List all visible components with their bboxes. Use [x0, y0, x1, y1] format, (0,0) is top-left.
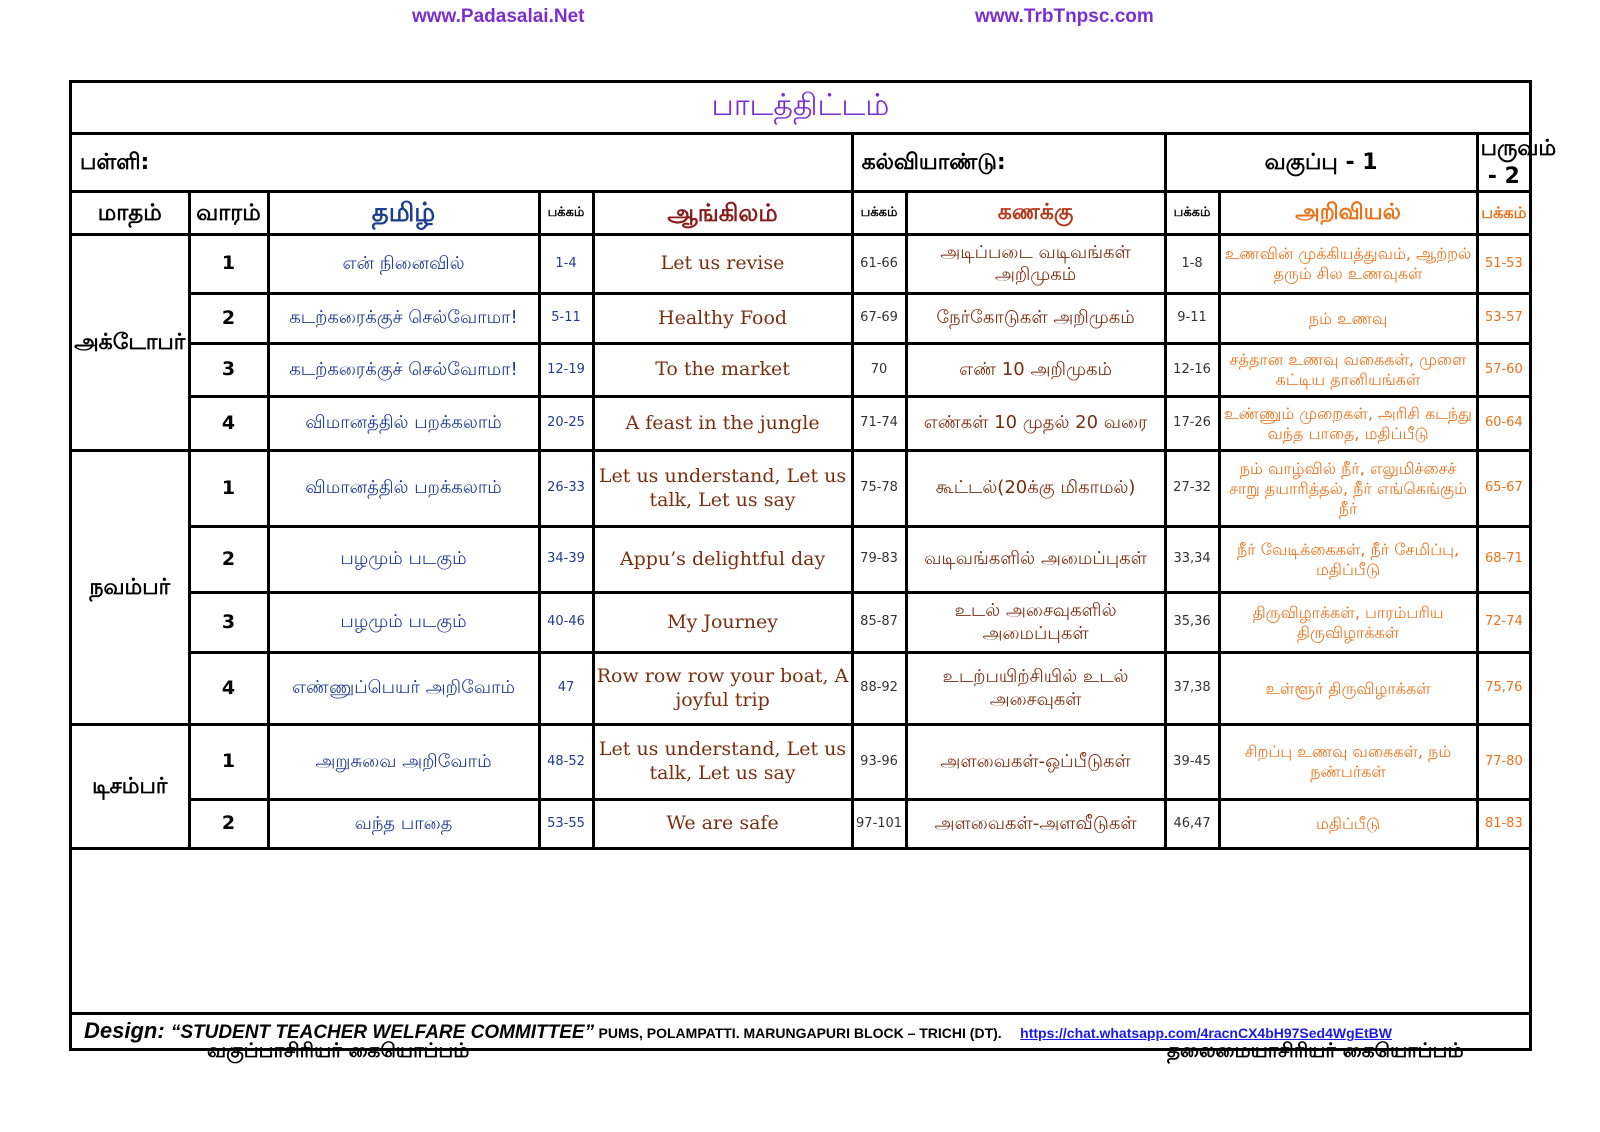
science-lesson: சத்தான உணவு வகைகள், முளை கட்டிய தானியங்கள்	[1219, 344, 1477, 397]
english-page: 79-83	[852, 527, 906, 593]
whatsapp-link[interactable]: https://chat.whatsapp.com/4racnCX4bH97Sed4WgEtBW	[1020, 1025, 1392, 1041]
tamil-lesson: பழமும் படகும்	[268, 527, 539, 593]
week-cell: 1	[189, 451, 268, 527]
english-lesson: To the market	[593, 344, 852, 397]
tamil-page: 20-25	[539, 397, 593, 451]
table-row	[72, 527, 1529, 593]
col-maths: கணக்கு	[906, 192, 1165, 235]
science-lesson: உள்ளூர் திருவிழாக்கள்	[1219, 653, 1477, 725]
col-science-page: பக்கம்	[1477, 192, 1529, 235]
month-cell: நவம்பர்	[72, 451, 189, 725]
week-cell: 2	[189, 527, 268, 593]
science-lesson: நம் உணவு	[1219, 294, 1477, 344]
site-url-right: www.TrbTnpsc.com	[975, 6, 1154, 27]
month-cell: டிசம்பர்	[72, 725, 189, 849]
science-lesson: உணவின் முக்கியத்துவம், ஆற்றல் தரும் சில உணவுகள்	[1219, 235, 1477, 294]
maths-page: 12-16	[1165, 344, 1219, 397]
tamil-page: 26-33	[539, 451, 593, 527]
english-lesson: A feast in the jungle	[593, 397, 852, 451]
science-page: 77-80	[1477, 725, 1529, 800]
tamil-lesson: கடற்கரைக்குச் செல்வோமா!	[268, 294, 539, 344]
science-page: 53-57	[1477, 294, 1529, 344]
school-field: பள்ளி:	[72, 135, 852, 192]
maths-lesson: வடிவங்களில் அமைப்புகள்	[906, 527, 1165, 593]
maths-lesson: அளவைகள்-ஒப்பீடுகள்	[906, 725, 1165, 800]
col-english: ஆங்கிலம்	[593, 192, 852, 235]
col-maths-page: பக்கம்	[1165, 192, 1219, 235]
science-page: 57-60	[1477, 344, 1529, 397]
tamil-lesson: கடற்கரைக்குச் செல்வோமா!	[268, 344, 539, 397]
lesson-plan-frame	[69, 80, 1557, 1062]
col-science: அறிவியல்	[1219, 192, 1477, 235]
page-title: பாடத்திட்டம்	[72, 83, 1529, 135]
col-month: மாதம்	[72, 192, 189, 235]
maths-page: 39-45	[1165, 725, 1219, 800]
table-row	[72, 344, 1529, 397]
tamil-lesson: அறுசுவை அறிவோம்	[268, 725, 539, 800]
table-row	[72, 451, 1529, 527]
tamil-page: 53-55	[539, 800, 593, 849]
week-cell: 1	[189, 235, 268, 294]
maths-lesson: நேர்கோடுகள் அறிமுகம்	[906, 294, 1165, 344]
tamil-lesson: பழமும் படகும்	[268, 593, 539, 653]
english-page: 88-92	[852, 653, 906, 725]
headmaster-signature: தலைமையாசிரியர் கையொப்பம்	[1167, 1038, 1464, 1062]
tamil-lesson: எண்ணுப்பெயர் அறிவோம்	[268, 653, 539, 725]
plan-body	[72, 235, 1529, 849]
science-lesson: திருவிழாக்கள், பாரம்பரிய திருவிழாக்கள்	[1219, 593, 1477, 653]
tamil-page: 5-11	[539, 294, 593, 344]
week-cell: 3	[189, 593, 268, 653]
tamil-lesson: வந்த பாதை	[268, 800, 539, 849]
class-teacher-signature: வகுப்பாசிரியர் கையொப்பம்	[207, 1038, 470, 1062]
science-lesson: நீர் வேடிக்கைகள், நீர் சேமிப்பு, மதிப்பீடு	[1219, 527, 1477, 593]
maths-lesson: எண்கள் 10 முதல் 20 வரை	[906, 397, 1165, 451]
english-lesson: My Journey	[593, 593, 852, 653]
english-page: 71-74	[852, 397, 906, 451]
tamil-lesson: விமானத்தில் பறக்கலாம்	[268, 451, 539, 527]
english-page: 93-96	[852, 725, 906, 800]
col-tamil-page: பக்கம்	[539, 192, 593, 235]
academic-year-field: கல்வியாண்டு:	[852, 135, 1165, 192]
lesson-plan-table	[72, 135, 1557, 850]
table-row	[72, 800, 1529, 849]
science-page: 81-83	[1477, 800, 1529, 849]
maths-page: 33,34	[1165, 527, 1219, 593]
table-row	[72, 235, 1529, 294]
science-page: 65-67	[1477, 451, 1529, 527]
english-page: 85-87	[852, 593, 906, 653]
info-row	[72, 135, 1529, 192]
english-page: 67-69	[852, 294, 906, 344]
maths-lesson: உடல் அசைவுகளில் அமைப்புகள்	[906, 593, 1165, 653]
site-url-left: www.Padasalai.Net	[412, 6, 585, 27]
table-row	[72, 725, 1529, 800]
table-row	[72, 397, 1529, 451]
english-lesson: Let us understand, Let us talk, Let us say	[593, 725, 852, 800]
class-field: வகுப்பு - 1	[1165, 135, 1477, 192]
maths-lesson: எண் 10 அறிமுகம்	[906, 344, 1165, 397]
tamil-lesson: விமானத்தில் பறக்கலாம்	[268, 397, 539, 451]
footer-address: PUMS, POLAMPATTI. MARUNGAPURI BLOCK – TRICHI (DT).	[598, 1025, 1002, 1041]
week-cell: 4	[189, 397, 268, 451]
english-lesson: Row row row your boat, A joyful trip	[593, 653, 852, 725]
week-cell: 3	[189, 344, 268, 397]
col-week: வாரம்	[189, 192, 268, 235]
maths-lesson: கூட்டல்(20க்கு மிகாமல்)	[906, 451, 1165, 527]
science-page: 75,76	[1477, 653, 1529, 725]
science-page: 72-74	[1477, 593, 1529, 653]
maths-page: 1-8	[1165, 235, 1219, 294]
maths-page: 46,47	[1165, 800, 1219, 849]
science-page: 51-53	[1477, 235, 1529, 294]
english-lesson: We are safe	[593, 800, 852, 849]
table-row	[72, 653, 1529, 725]
english-lesson: Appu’s delightful day	[593, 527, 852, 593]
maths-page: 9-11	[1165, 294, 1219, 344]
col-english-page: பக்கம்	[852, 192, 906, 235]
english-page: 75-78	[852, 451, 906, 527]
science-lesson: உண்ணும் முறைகள், அரிசி கடந்து வந்த பாதை, மதிப்பீடு	[1219, 397, 1477, 451]
science-page: 60-64	[1477, 397, 1529, 451]
science-page: 68-71	[1477, 527, 1529, 593]
maths-lesson: அடிப்படை வடிவங்கள் அறிமுகம்	[906, 235, 1165, 294]
english-lesson: Healthy Food	[593, 294, 852, 344]
tamil-page: 12-19	[539, 344, 593, 397]
maths-page: 17-26	[1165, 397, 1219, 451]
table-row	[72, 593, 1529, 653]
maths-lesson: அளவைகள்-அளவீடுகள்	[906, 800, 1165, 849]
footer-design-label: Design	[84, 1018, 158, 1043]
tamil-page: 48-52	[539, 725, 593, 800]
maths-page: 37,38	[1165, 653, 1219, 725]
tamil-lesson: என் நினைவில்	[268, 235, 539, 294]
english-page: 70	[852, 344, 906, 397]
table-row	[72, 294, 1529, 344]
footer-organization: “STUDENT TEACHER WELFARE COMMITTEE”	[170, 1022, 595, 1043]
english-lesson: Let us revise	[593, 235, 852, 294]
tamil-page: 47	[539, 653, 593, 725]
tamil-page: 40-46	[539, 593, 593, 653]
english-lesson: Let us understand, Let us talk, Let us say	[593, 451, 852, 527]
tamil-page: 1-4	[539, 235, 593, 294]
english-page: 97-101	[852, 800, 906, 849]
week-cell: 1	[189, 725, 268, 800]
col-tamil: தமிழ்	[268, 192, 539, 235]
week-cell: 2	[189, 800, 268, 849]
header-row	[72, 192, 1529, 235]
english-page: 61-66	[852, 235, 906, 294]
week-cell: 2	[189, 294, 268, 344]
tamil-page: 34-39	[539, 527, 593, 593]
week-cell: 4	[189, 653, 268, 725]
maths-page: 35,36	[1165, 593, 1219, 653]
science-lesson: சிறப்பு உணவு வகைகள், நம் நண்பர்கள்	[1219, 725, 1477, 800]
maths-lesson: உடற்பயிற்சியில் உடல் அசைவுகள்	[906, 653, 1165, 725]
science-lesson: மதிப்பீடு	[1219, 800, 1477, 849]
footer: Design: “STUDENT TEACHER WELFARE COMMITTEE” PUMS, POLAMPATTI. MARUNGAPURI BLOCK – TRICHI (DT). https://chat.whatsapp.com/4racnCX4bH97Sed4WgEtBW	[72, 1012, 1529, 1048]
term-field: பருவம் - 2	[1477, 135, 1529, 192]
science-lesson: நம் வாழ்வில் நீர், எலுமிச்சைச் சாறு தயாரித்தல், நீர் எங்கெங்கும் நீர்	[1219, 451, 1477, 527]
month-cell: அக்டோபர்	[72, 235, 189, 451]
maths-page: 27-32	[1165, 451, 1219, 527]
